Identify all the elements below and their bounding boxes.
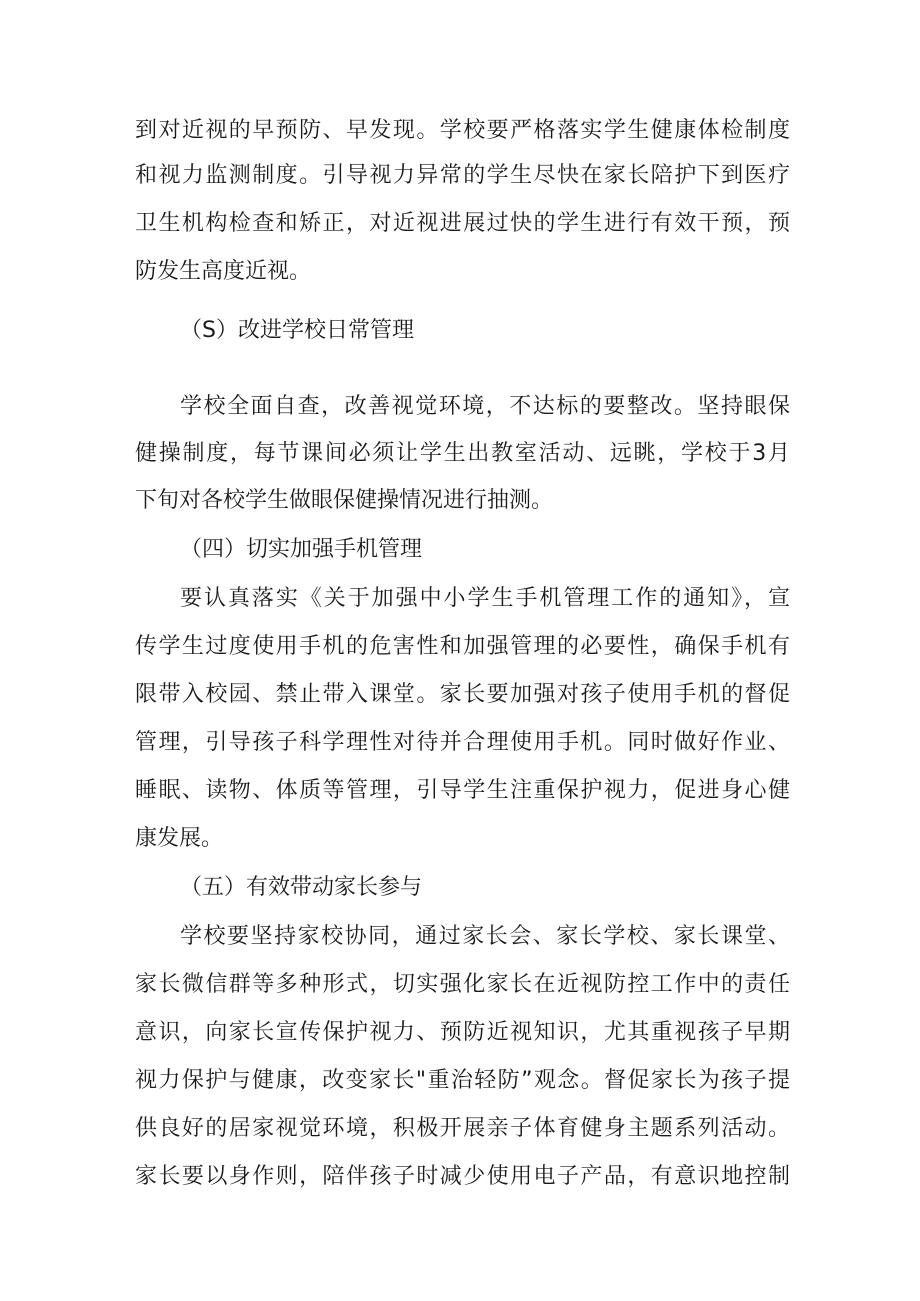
paragraph-line: 意识，向家长宣传保护视力、预防近视知识，尤其重视孩子早期 [135,1020,790,1045]
paragraph-line: 家长要以身作则，陪伴孩子时减少使用电子产品，有意识地控制 [135,1164,790,1189]
paragraph-line: 供良好的居家视觉环境，积极开展亲子体育健身主题系列活动。 [135,1116,790,1141]
paragraph-line: 限带入校园、禁止带入课堂。家长要加强对孩子使用手机的督促 [135,682,790,707]
paragraph-line: 康发展。 [135,826,224,851]
paragraph-line: 健操制度，每节课间必须让学生出教室活动、远眺，学校于3月 [135,441,790,466]
paragraph-line: 防发生高度近视。 [135,259,312,284]
paragraph-line: 学校要坚持家校协同，通过家长会、家长学校、家长课堂、 [180,924,790,949]
paragraph-line: 卫生机构检查和矫正，对近视进展过快的学生进行有效干预，预 [135,211,790,236]
paragraph-line: 和视力监测制度。引导视力异常的学生尽快在家长陪护下到医疗 [135,163,790,188]
paragraph-line: 到对近视的早预防、早发现。学校要严格落实学生健康体检制度 [135,118,790,143]
paragraph-line: 家长微信群等多种形式，切实强化家长在近视防控工作中的责任 [135,972,790,997]
section-heading: （四）切实加强手机管理 [180,537,423,562]
paragraph-line: 学校全面自查，改善视觉环境，不达标的要整改。坚持眼保 [180,394,790,419]
section-heading: （S）改进学校日常管理 [180,318,414,343]
paragraph-line: 要认真落实《关于加强中小学生手机管理工作的通知》，宣 [180,586,790,611]
section-heading: （五）有效带动家长参与 [180,875,423,900]
paragraph-line: 传学生过度使用手机的危害性和加强管理的必要性，确保手机有 [135,634,790,659]
paragraph-line: 下旬对各校学生做眼保健操情况进行抽测。 [135,488,554,513]
paragraph-line: 管理，引导孩子科学理性对待并合理使用手机。同时做好作业、 [135,730,790,755]
paragraph-line: 睡眠、读物、体质等管理，引导学生注重保护视力，促进身心健 [135,778,790,803]
paragraph-line: 视力保护与健康，改变家长"重治轻防”观念。督促家长为孩子提 [135,1068,790,1093]
